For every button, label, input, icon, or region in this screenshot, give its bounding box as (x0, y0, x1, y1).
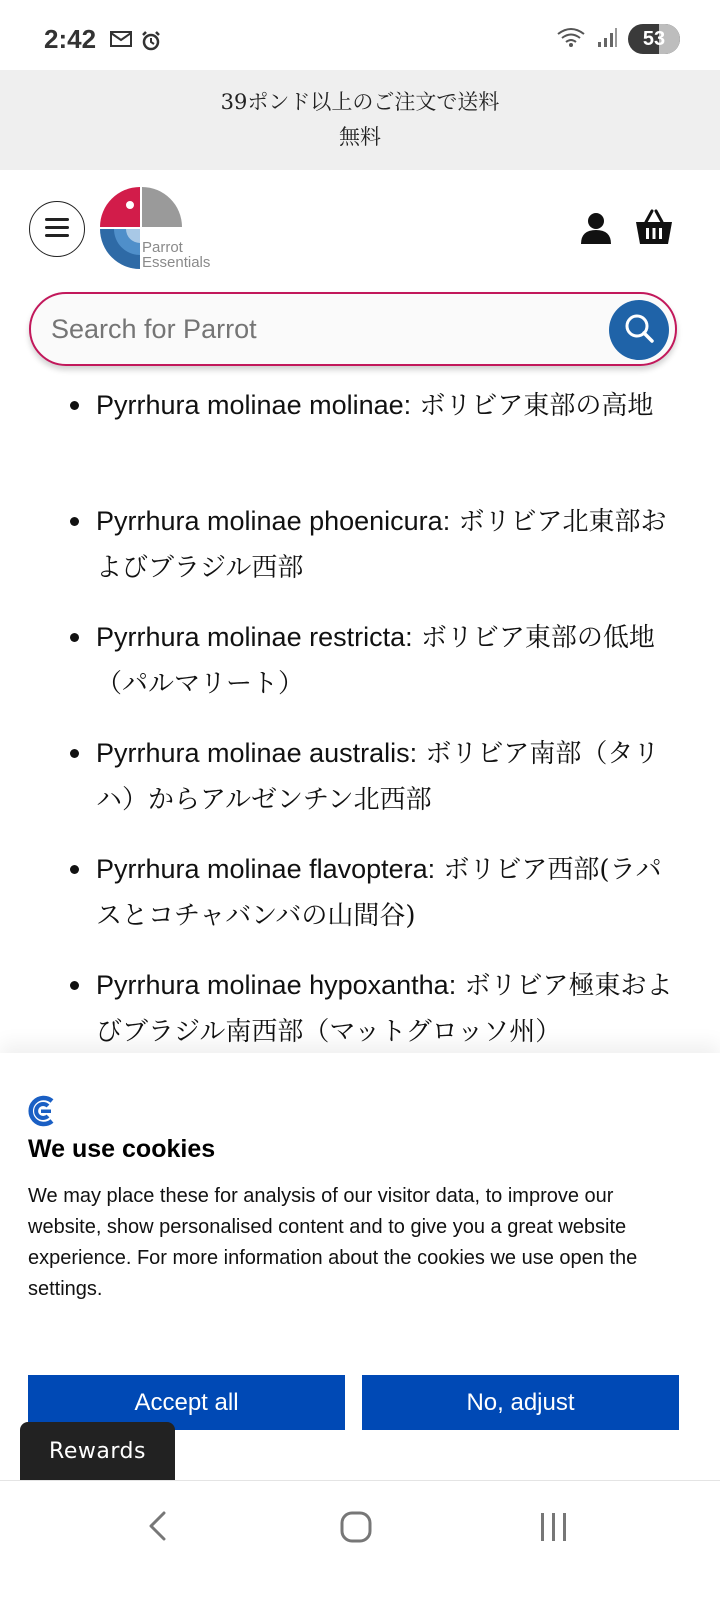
subspecies-name: Pyrrhura molinae flavoptera: (96, 854, 436, 884)
cookie-title: We use cookies (28, 1135, 216, 1163)
site-logo[interactable] (100, 185, 230, 273)
list-item (96, 498, 686, 591)
alarm-icon (140, 30, 162, 56)
home-icon[interactable] (338, 1509, 374, 1549)
site-header (0, 170, 720, 290)
search-input[interactable] (51, 294, 611, 364)
basket-icon (634, 233, 674, 252)
subspecies-name: Pyrrhura molinae australis: (96, 738, 418, 768)
subspecies-name: Pyrrhura molinae phoenicura: (96, 506, 451, 536)
list-item (96, 730, 686, 823)
subspecies-range: ボリビア東部の低地（パルマリート） (96, 623, 655, 699)
menu-button[interactable] (29, 201, 85, 257)
list-item (96, 614, 686, 707)
subspecies-range: ボリビア極東およびブラジル南西部（マットグロッソ州） (96, 971, 673, 1047)
cookie-consent-logo-icon (28, 1095, 58, 1131)
announcement-line2: 無料 (339, 125, 381, 149)
announcement-line1: 39ポンド以上のご注文で送料 (220, 90, 500, 114)
subspecies-range: ボリビア西部(ラパスとコチャバンバの山間谷) (96, 855, 662, 931)
wifi-icon (556, 26, 586, 52)
recent-apps-icon[interactable] (536, 1511, 572, 1547)
system-nav-bar (0, 1480, 720, 1600)
signal-icon (596, 26, 618, 52)
search-bar[interactable] (29, 292, 677, 366)
battery-icon (628, 24, 680, 54)
cookie-banner (0, 1053, 720, 1480)
back-icon[interactable] (142, 1509, 176, 1547)
status-bar (0, 0, 720, 70)
article-content (0, 370, 720, 1050)
list-item (96, 846, 686, 939)
status-time: 2:42 (44, 24, 97, 54)
battery-level: 53 (642, 27, 666, 50)
adjust-cookies-button[interactable]: No, adjust (362, 1375, 679, 1430)
hamburger-icon (43, 215, 71, 243)
cookie-description: We may place these for analysis of our visitor data, to improve our website, show personalised content and to give you a great website experience. For more information about the cookies we use open the settings. (28, 1185, 638, 1300)
subspecies-range: ボリビア北東部およびブラジル西部 (96, 507, 667, 583)
mail-icon (110, 30, 132, 56)
user-icon (578, 231, 614, 250)
subspecies-name: Pyrrhura molinae molinae: (96, 390, 412, 420)
list-item (96, 382, 686, 429)
accept-all-button[interactable]: Accept all (28, 1375, 345, 1430)
search-button[interactable] (609, 300, 669, 360)
shipping-announcement (0, 70, 720, 170)
logo-text-line1: Parrot (142, 239, 183, 256)
subspecies-name: Pyrrhura molinae restricta: (96, 622, 413, 652)
logo-text-line2: Essentials (142, 254, 211, 271)
rewards-button[interactable]: Rewards (20, 1422, 175, 1480)
subspecies-range: ボリビア東部の高地 (411, 391, 654, 421)
basket-button[interactable] (634, 208, 674, 252)
subspecies-name: Pyrrhura molinae hypoxantha: (96, 970, 457, 1000)
search-icon (622, 311, 656, 349)
list-item (96, 962, 686, 1050)
subspecies-range: ボリビア南部（タリハ）からアルゼンチン北西部 (96, 739, 660, 815)
account-button[interactable] (578, 210, 614, 250)
